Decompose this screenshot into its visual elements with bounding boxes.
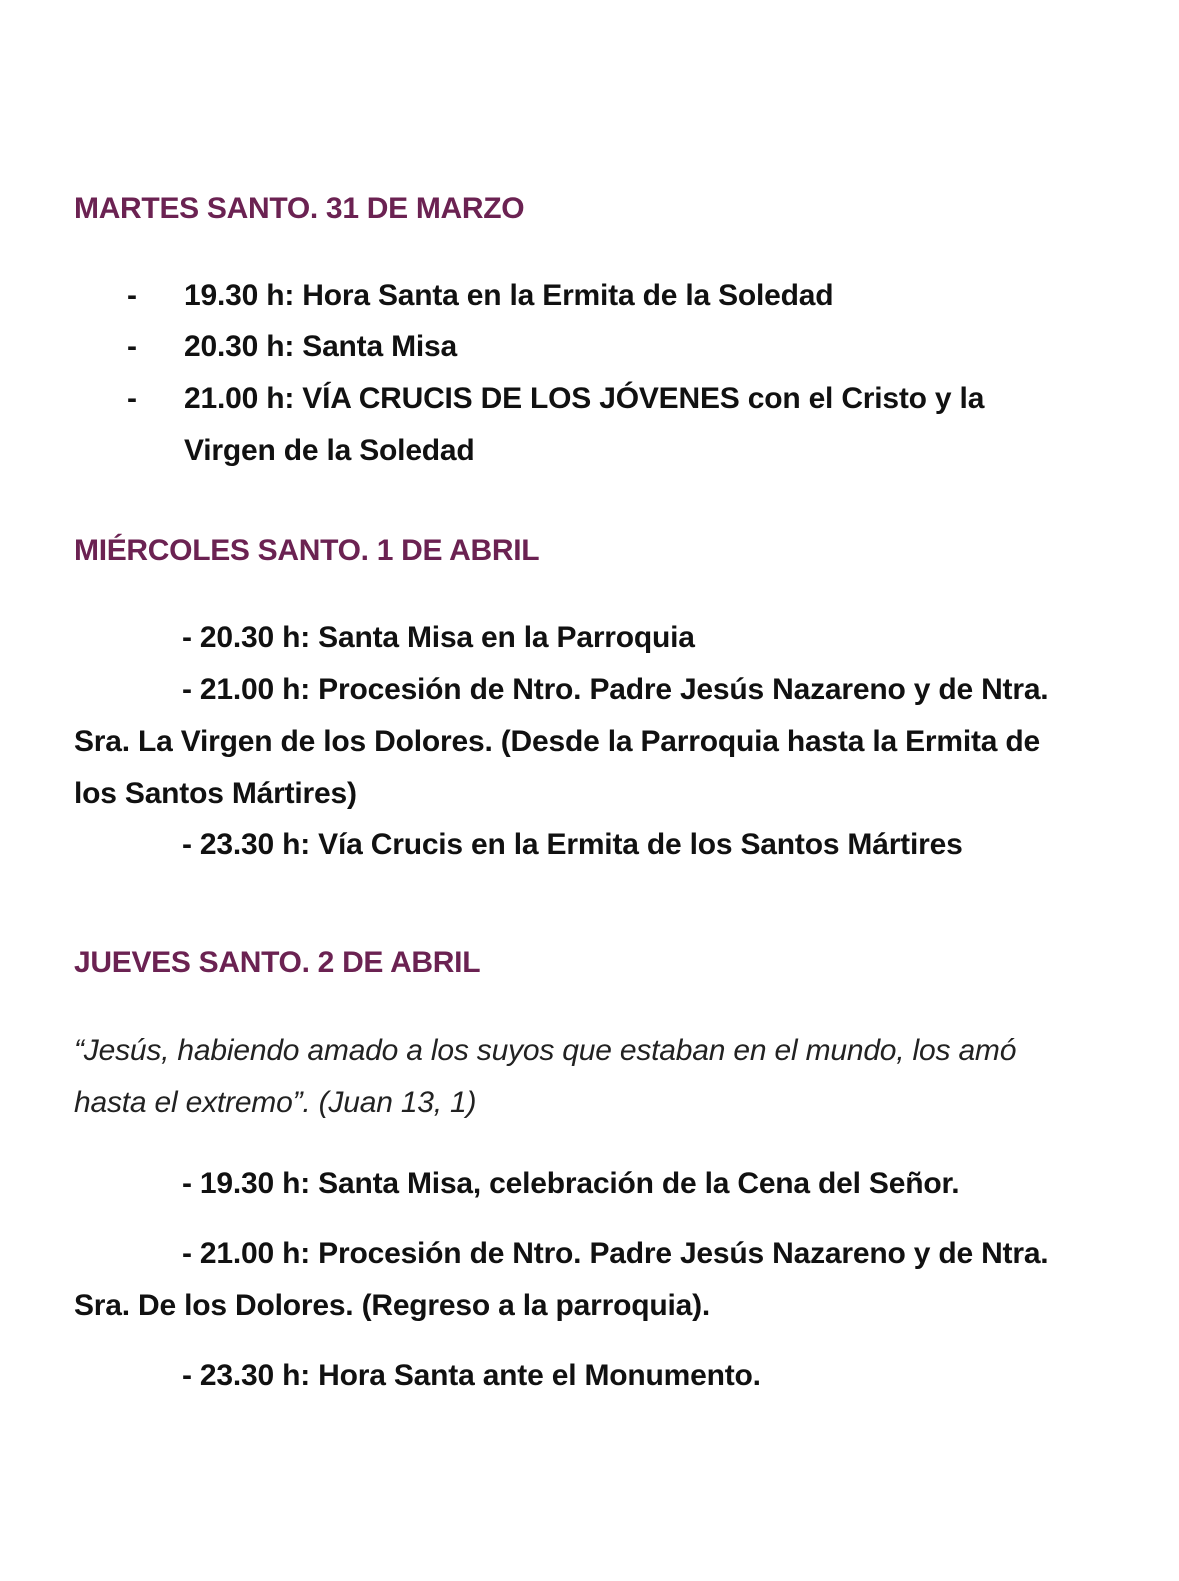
- list-dash: -: [127, 330, 137, 363]
- section-heading-jueves: JUEVES SANTO. 2 DE ABRIL: [74, 946, 481, 979]
- list-item-line1: 21.00 h: VÍA CRUCIS DE LOS JÓVENES con el Cristo y la: [184, 382, 985, 415]
- list-item: - 21.00 h: Procesión de Ntro. Padre Jesús Nazareno y de Ntra. Sra. De los Dolores. (Regreso a la parroquia).: [74, 1237, 1049, 1322]
- section-heading-martes: MARTES SANTO. 31 DE MARZO: [74, 192, 525, 225]
- list-item: - 23.30 h: Hora Santa ante el Monumento.: [182, 1359, 761, 1392]
- list-item: - 20.30 h: Santa Misa en la Parroquia: [182, 621, 695, 654]
- list-dash: -: [127, 382, 137, 415]
- list-item-line2: Virgen de la Soledad: [184, 434, 475, 467]
- section-heading-miercoles: MIÉRCOLES SANTO. 1 DE ABRIL: [74, 534, 540, 567]
- list-item: 19.30 h: Hora Santa en la Ermita de la Soledad: [184, 279, 834, 312]
- list-item: - 21.00 h: Procesión de Ntro. Padre Jesús Nazareno y de Ntra. Sra. La Virgen de los Dolores. (Desde la Parroquia hasta la Ermita de los Santos Mártires): [74, 673, 1049, 810]
- scripture-quote: “Jesús, habiendo amado a los suyos que estaban en el mundo, los amó hasta el extremo”. (Juan 13, 1): [74, 1034, 1017, 1119]
- list-item: - 19.30 h: Santa Misa, celebración de la Cena del Señor.: [182, 1167, 960, 1200]
- list-dash: -: [127, 279, 137, 312]
- list-item: 20.30 h: Santa Misa: [184, 330, 457, 363]
- list-item: - 23.30 h: Vía Crucis en la Ermita de los Santos Mártires: [182, 828, 963, 861]
